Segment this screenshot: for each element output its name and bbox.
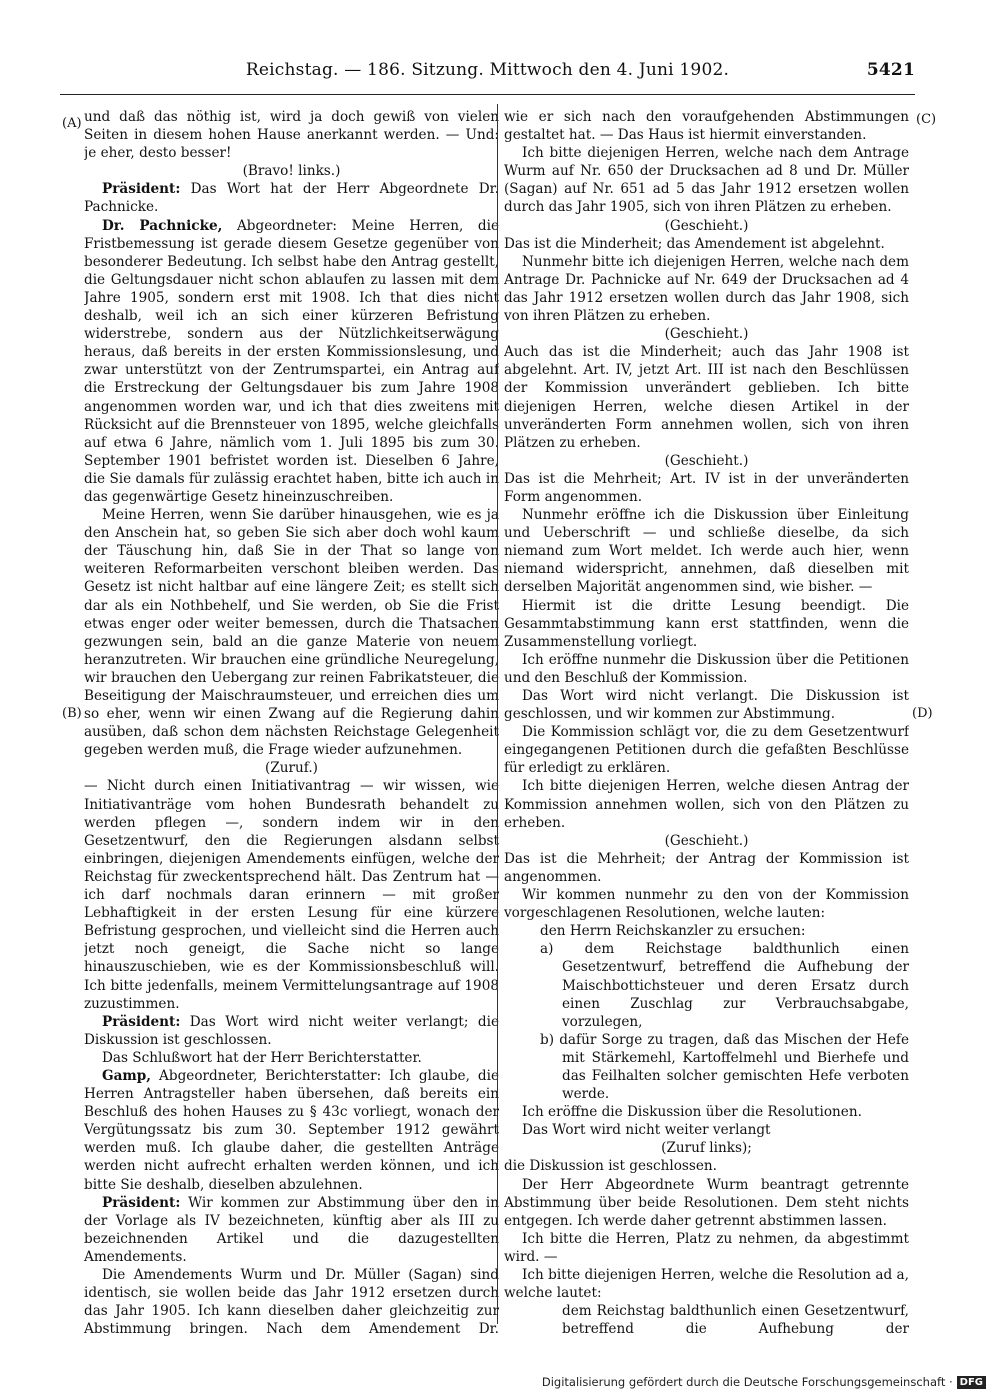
paragraph-text: und daß das nöthig ist, wird ja doch gewiß von vielen Seiten in diesem hohen Hause anerkannt werden. — Und: je eher, desto besser! (84, 109, 499, 162)
paragraph (84, 1194, 499, 1266)
paragraph (504, 832, 909, 850)
paragraph-text: Das Wort wird nicht weiter verlangt (522, 1122, 771, 1139)
speaker-name: Präsident: (102, 1194, 181, 1211)
paragraph (504, 470, 909, 506)
paragraph (504, 922, 909, 940)
paragraph-text: Ich bitte diejenigen Herren, welche diesen Antrag der Kommission annehmen wollen, sich von den Plätzen zu erheben. (504, 778, 909, 831)
paragraph-text: wie er sich nach den voraufgehenden Abstimmungen gestaltet hat. — Das Haus ist hiermit einverstanden. (504, 109, 909, 144)
paragraph-text: (Geschieht.) (664, 452, 749, 469)
paragraph (84, 162, 499, 180)
paragraph (84, 777, 499, 1012)
paragraph-text: b) dafür Sorge zu tragen, daß das Mischen der Hefe mit Stärkemehl, Kartoffelmehl und Bierhefe und das Feilhalten solcher gemischten Hefe verboten werde. (540, 1031, 909, 1103)
paragraph (84, 1049, 499, 1067)
paragraph (504, 452, 909, 470)
header-rule (60, 94, 915, 95)
paragraph-text: dem Reichstag baldthunlich einen Gesetzentwurf, betreffend die Aufhebung der (562, 1303, 909, 1338)
paragraph (504, 343, 909, 452)
paragraph-text: Hiermit ist die dritte Lesung beendigt. Die Gesammtabstimmung kann erst stattfinden, wenn die Zusammenstellung vorliegt. (504, 597, 909, 650)
paragraph (504, 217, 909, 235)
paragraph-text: — Nicht durch einen Initiativantrag — wir wissen, wie Initiativanträge vom hohen Bundesrath behandelt zu werden pflegen —, sondern indem wir in den Gesetzentwurf, den die Regierungen alsdann selbst einbringen, diejenigen Amendements einfügen, welche der Reichstag für zweckentsprechend hält. Das Zentrum hat — ich darf nochmals daran erinnern — mit großer Lebhaftigkeit in der ersten Lesung für eine kürzere Befristung gesprochen, und vielleicht sind die Herren auch jetzt noch geneigt, die Sache nicht so lange hinauszuschieben, wie es der Kommissionsbeschluß will. Ich bitte jedenfalls, meinem Vermittelungsantrage auf 1908 zuzustimmen. (84, 778, 499, 1012)
paragraph-text: Auch das ist die Minderheit; auch das Jahr 1908 ist abgelehnt. Art. IV, jetzt Art. III ist nach den Beschlüssen der Kommission unverändert geblieben. Ich bitte diejenigen Herren, welche diesen Artikel in der unveränderten Form annehmen wollen, sich von ihren Plätzen zu erheben. (504, 344, 909, 451)
paragraph (504, 850, 909, 886)
paragraph (84, 506, 499, 759)
speaker-name: Gamp, (102, 1067, 152, 1084)
paragraph-text: (Zuruf links); (661, 1140, 752, 1157)
paragraph-text: Abgeordneter, Berichterstatter: Ich glaube, die Herren Antragsteller haben übersehen, daß bereits ein Beschluß des hohen Hauses zu § 43c vorliegt, wonach der Vergütungssatz bis zum 30. September 1912 gewährt werden muß. Ich glaube daher, die gestellten Anträge werden nicht aufrecht erhalten werden können, und ich bitte Sie deshalb, dieselben abzulehnen. (84, 1067, 499, 1193)
paragraph (504, 1176, 909, 1230)
paragraph-text: (Geschieht.) (664, 832, 749, 849)
paragraph (504, 651, 909, 687)
speaker-name: Präsident: (102, 1013, 181, 1030)
paragraph (504, 1121, 909, 1139)
paragraph-text: Ich bitte die Herren, Platz zu nehmen, da abgestimmt wird. — (504, 1230, 909, 1265)
paragraph-text: Das ist die Mehrheit; Art. IV ist in der unveränderten Form angenommen. (504, 470, 909, 505)
paragraph (504, 253, 909, 325)
paragraph (504, 325, 909, 343)
paragraph (504, 940, 909, 1030)
paragraph-text: Ich eröffne nunmehr die Diskussion über die Petitionen und den Beschluß der Kommission. (504, 651, 909, 686)
paragraph-text: (Geschieht.) (664, 326, 749, 343)
paragraph (504, 1157, 909, 1175)
footer-credit (542, 1375, 986, 1389)
paragraph-text: Das Wort hat der Herr Abgeordnete Dr. Pachnicke. (84, 181, 499, 216)
paragraph (504, 108, 909, 144)
column-divider (497, 104, 498, 1324)
paragraph (84, 1067, 499, 1194)
paragraph-text: Meine Herren, wenn Sie darüber hinausgehen, wie es ja den Anschein hat, so geben Sie sich aber doch wohl kaum der Täuschung hin, daß Sie in der That so lange von weiteren Reformarbeiten verschont bleiben werden. Das Gesetz ist nicht haltbar auf eine längere Zeit; es stellt sich dar als ein Nothbehelf, und Sie werden, ob Sie die Frist etwas enger oder weiter bemessen, durch die Thatsachen gezwungen sein, bald an die ganze Materie von neuem heranzutreten. Wir brauchen eine gründliche Neuregelung, wir brauchen den Uebergang zur reinen Fabrikatsteuer, die Beseitigung der Maischraumsteuer, und erreichen dies um so eher, wenn wir einen Zwang auf die Regierung dahin ausüben, daß schon dem nächsten Reichstage Gelegenheit gegeben werden muß, die Frage wieder aufzunehmen. (84, 507, 499, 759)
paragraph-text: Abgeordneter: Meine Herren, die Fristbemessung ist gerade diesem Gesetze gegenüber von besonderer Bedeutung. Ich selbst habe den Antrag gestellt, die Geltungsdauer nicht schon ablaufen zu lassen mit dem Jahre 1905, sondern erst mit 1908. Ich that dies nicht deshalb, weil ich an sich einer kürzeren Befristung widerstrebe, sondern aus der Nützlichkeitserwägung heraus, daß bereits in der ersten Kommissionslesung, und zwar unterstützt von der Zentrumspartei, ein Antrag auf die Erstreckung der Geltungsdauer bis zum Jahre 1908 angenommen worden war, und ich that dies zweitens mit Rücksicht auf die Brennsteuer von 1895, welche gleichfalls auf etwa 6 Jahre, nämlich vom 1. Juli 1895 bis zum 30. September 1901 befristet worden ist. Dieselben 6 Jahre, die Sie damals für zulässig erachtet haben, bitte ich auch in das gegenwärtige Gesetz hineinzuschreiben. (84, 217, 499, 505)
paragraph (504, 687, 909, 723)
paragraph (84, 759, 499, 777)
paragraph-text: den Herrn Reichskanzler zu ersuchen: (540, 923, 806, 940)
paragraph (504, 1230, 909, 1266)
footer-text: Digitalisierung gefördert durch die Deutsche Forschungsgemeinschaft · (541, 1375, 953, 1389)
paragraph (84, 180, 499, 216)
paragraph (504, 144, 909, 216)
paragraph (504, 886, 909, 922)
paragraph (504, 235, 909, 253)
paragraph-text: Das ist die Minderheit; das Amendement ist abgelehnt. (504, 235, 885, 252)
left-column (84, 108, 499, 1338)
paragraph-text: Das Schlußwort hat der Herr Berichterstatter. (102, 1049, 422, 1066)
paragraph (504, 1031, 909, 1103)
paragraph-text: Wir kommen zur Abstimmung über den in der Vorlage als IV bezeichneten, künftig aber als III zu bezeichnenden Artikel und die dazugestellten Amendements. (84, 1194, 499, 1265)
margin-marker-d: (D) (912, 706, 933, 721)
speaker-name: Präsident: (102, 181, 181, 198)
paragraph-text: Ich bitte diejenigen Herren, welche die Resolution ad a, welche lautet: (504, 1267, 909, 1302)
paragraph-text: Ich eröffne die Diskussion über die Resolutionen. (522, 1104, 862, 1121)
paragraph-text: (Bravo! links.) (242, 163, 341, 180)
right-column (504, 108, 909, 1338)
margin-marker-a: (A) (62, 116, 82, 131)
paragraph-text: Ich bitte diejenigen Herren, welche nach dem Antrage Wurm auf Nr. 650 der Drucksachen ad 8 und Dr. Müller (Sagan) auf Nr. 651 ad 5 das Jahr 1912 ersetzen wollen durch das Jahr 1905, sich von ihren Plätzen zu erheben. (504, 145, 909, 216)
paragraph (504, 597, 909, 651)
page-header (60, 60, 915, 88)
paragraph-text: a) dem Reichstage baldthunlich einen Gesetzentwurf, betreffend die Aufhebung der Maischbottichsteuer und deren Ersatz durch einen Zuschlag zur Verbrauchsabgabe, vorzulegen, (540, 941, 909, 1030)
paragraph-text: Das Wort wird nicht weiter verlangt; die Diskussion ist geschlossen. (84, 1013, 499, 1048)
paragraph (504, 777, 909, 831)
paragraph-text: Nunmehr eröffne ich die Diskussion über Einleitung und Ueberschrift — und schließe dieselbe, da sich niemand zum Wort meldet. Ich werde auch hier, wenn niemand widerspricht, annehmen, daß dieselben mit derselben Majorität angenommen sind, wie bisher. — (504, 507, 909, 596)
paragraph (504, 506, 909, 596)
paragraph-text: Nunmehr bitte ich diejenigen Herren, welche nach dem Antrage Dr. Pachnicke auf Nr. 649 der Drucksachen ad 4 das Jahr 1912 ersetzen wollen durch das Jahr 1908, sich von ihren Plätzen zu erheben. (504, 253, 909, 325)
dfg-logo: DFG (957, 1376, 986, 1389)
paragraph (504, 723, 909, 777)
paragraph-text: Die Amendements Wurm und Dr. Müller (Sagan) sind identisch, sie wollen beide das Jahr 1912 ersetzen durch das Jahr 1905. Ich kann dieselben daher gleichzeitig zur Abstimmung bringen. Nach dem Amendement Dr. (84, 1267, 499, 1338)
speaker-name: Dr. Pachnicke, (102, 217, 223, 234)
page-number: 5421 (866, 60, 915, 80)
paragraph-text: (Zuruf.) (265, 760, 318, 777)
paragraph (504, 1266, 909, 1302)
margin-marker-b: (B) (62, 706, 82, 721)
paragraph (504, 1103, 909, 1121)
paragraph (84, 1266, 499, 1338)
margin-marker-c: (C) (916, 112, 937, 127)
paragraph (84, 108, 499, 162)
running-title: Reichstag. — 186. Sitzung. Mittwoch den 4. Juni 1902. (245, 60, 730, 80)
paragraph-text: Wir kommen nunmehr zu den von der Kommission vorgeschlagenen Resolutionen, welche lauten: (504, 887, 909, 922)
paragraph-text: Der Herr Abgeordnete Wurm beantragt getrennte Abstimmung über beide Resolutionen. Dem steht nichts entgegen. Ich werde daher getrennt abstimmen lassen. (504, 1176, 909, 1229)
paragraph-text: Die Kommission schlägt vor, die zu dem Gesetzentwurf eingegangenen Petitionen durch die gefaßten Beschlüsse für erledigt zu erklären. (504, 724, 909, 777)
paragraph-text: Das Wort wird nicht verlangt. Die Diskussion ist geschlossen, und wir kommen zur Abstimmung. (504, 688, 909, 723)
paragraph-text: Das ist die Mehrheit; der Antrag der Kommission ist angenommen. (504, 850, 909, 885)
paragraph (84, 217, 499, 507)
paragraph (504, 1139, 909, 1157)
paragraph (504, 1302, 909, 1338)
paragraph (84, 1013, 499, 1049)
paragraph-text: die Diskussion ist geschlossen. (504, 1158, 717, 1175)
paragraph-text: (Geschieht.) (664, 217, 749, 234)
